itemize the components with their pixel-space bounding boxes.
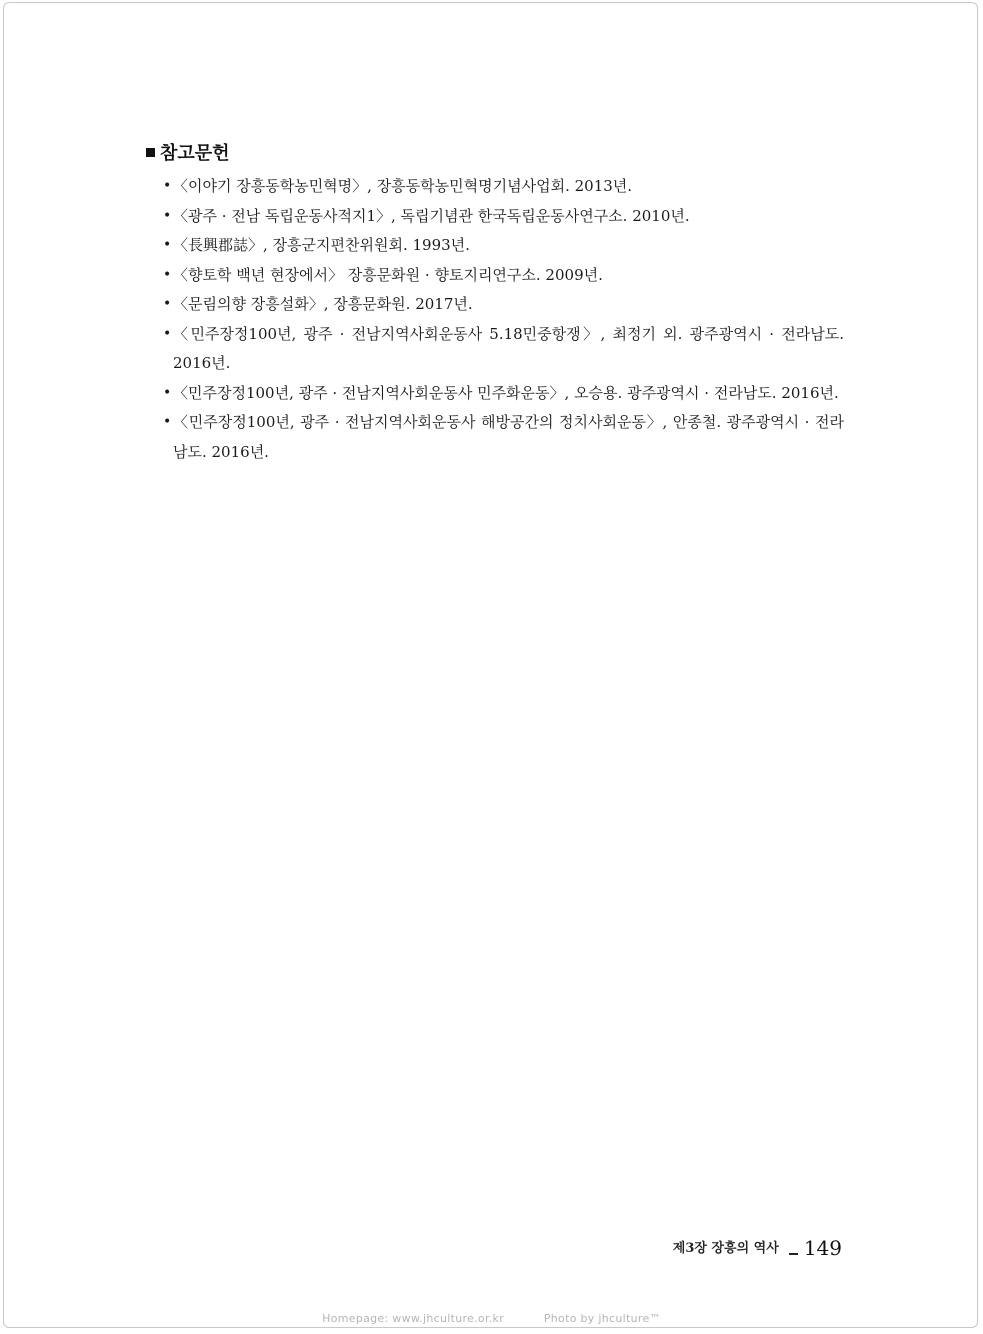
- bullet-icon: •: [163, 207, 172, 224]
- bullet-icon: •: [163, 237, 172, 253]
- reference-text: 〈長興郡誌〉, 장흥군지편찬위원회. 1993년.: [173, 236, 470, 254]
- bullet-icon: •: [163, 325, 172, 342]
- page-number: 149: [803, 1236, 842, 1260]
- reference-text: 〈이야기 장흥동학농민혁명〉, 장흥동학농민혁명기념사업회. 2013년.: [173, 177, 633, 195]
- page-footer: [673, 1236, 842, 1260]
- watermark-homepage: Homepage: www.jhculture.or.kr: [322, 1312, 505, 1325]
- reference-item: [146, 408, 844, 467]
- reference-item: [146, 320, 844, 379]
- reference-item: [146, 261, 844, 291]
- reference-item: [146, 202, 844, 232]
- reference-text: 〈향토학 백년 현장에서〉 장흥문화원 · 향토지리연구소. 2009년.: [173, 265, 603, 284]
- reference-item: [146, 379, 844, 409]
- reference-item: [146, 290, 844, 320]
- reference-list: [146, 172, 844, 467]
- bullet-icon: •: [163, 266, 172, 283]
- bullet-icon: •: [163, 384, 172, 401]
- reference-text: 〈민주장정100년, 광주 · 전남지역사회운동사 민주화운동〉, 오승용. 광주광역시 · 전라남도. 2016년.: [173, 383, 839, 402]
- footer-rule: [789, 1253, 798, 1255]
- reference-text: 〈민주장정100년, 광주 · 전남지역사회운동사 해방공간의 정치사회운동〉, 안종철. 광주광역시 · 전라남도. 2016년.: [173, 413, 844, 461]
- watermark-photo-credit: Photo by jhculture™: [543, 1312, 661, 1325]
- reference-item: [146, 231, 844, 261]
- bullet-icon: •: [163, 296, 172, 312]
- section-heading: [146, 138, 844, 166]
- square-bullet-icon: [146, 148, 155, 157]
- section-heading-text: 참고문헌: [160, 143, 230, 164]
- chapter-title: 제3장 장흥의 역사: [672, 1241, 779, 1256]
- bullet-icon: •: [163, 178, 172, 194]
- reference-item: [146, 172, 844, 202]
- reference-text: 〈문림의향 장흥설화〉, 장흥문화원. 2017년.: [173, 295, 473, 313]
- reference-text: 〈민주장정100년, 광주 · 전남지역사회운동사 5.18민중항쟁〉, 최정기 외. 광주광역시 · 전라남도. 2016년.: [173, 324, 844, 372]
- bullet-icon: •: [163, 414, 172, 430]
- page-content: [146, 138, 844, 467]
- watermark: [0, 1312, 983, 1325]
- reference-text: 〈광주 · 전남 독립운동사적지1〉, 독립기념관 한국독립운동사연구소. 2010년.: [173, 206, 690, 225]
